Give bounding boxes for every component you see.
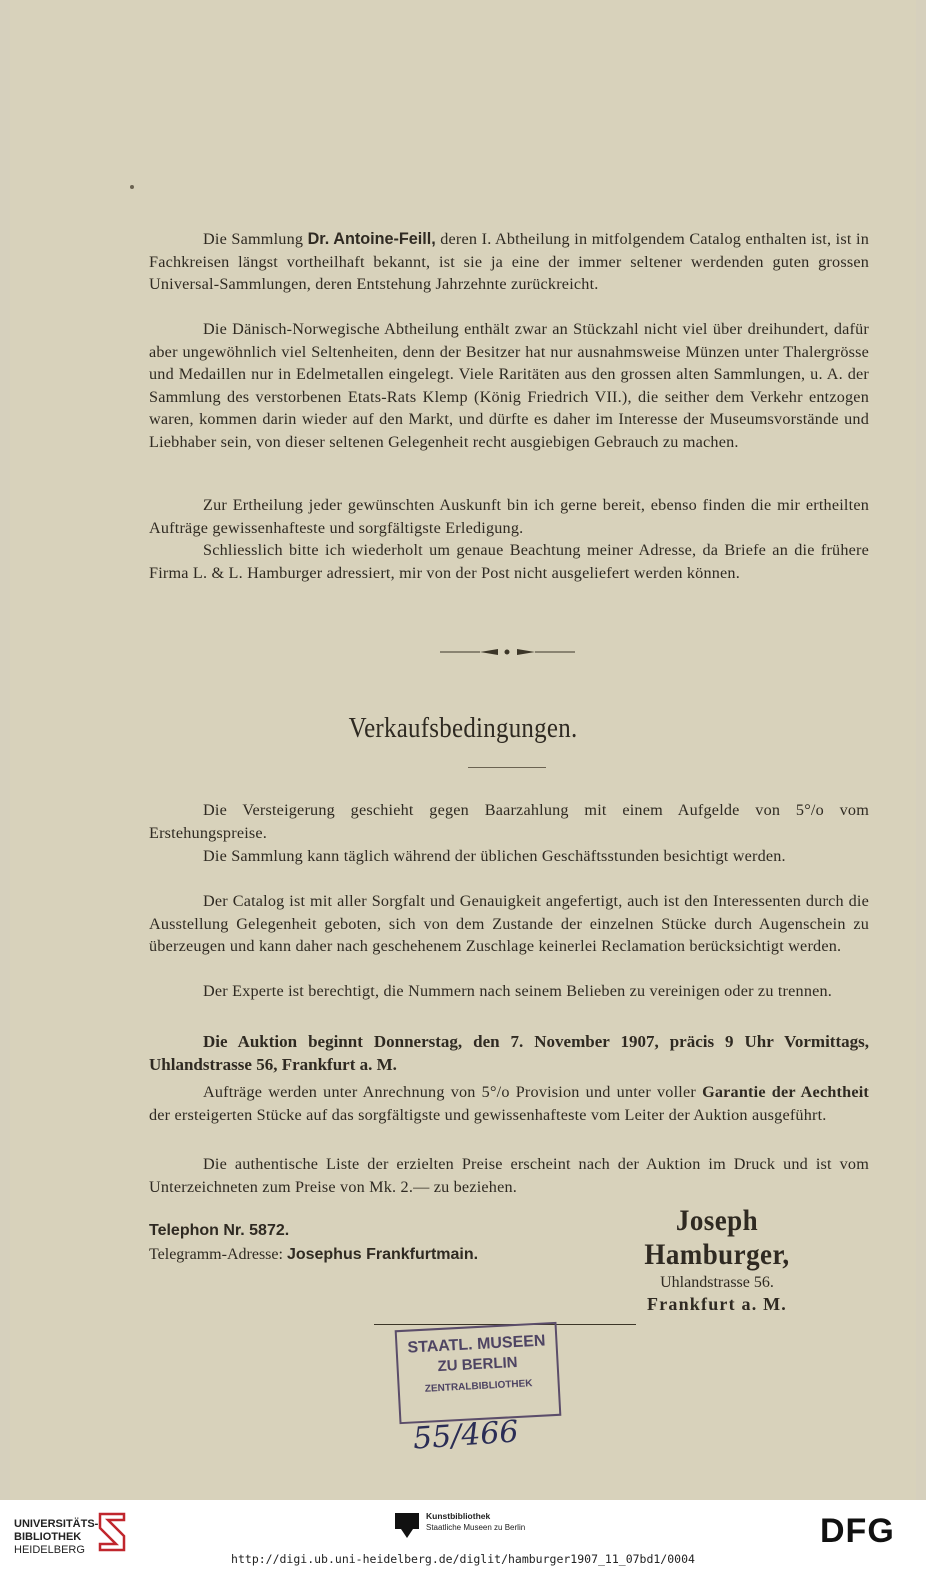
heading-rule [468,767,546,768]
paper-speck [130,185,134,189]
intro-paragraph-4: Schliesslich bitte ich wiederholt um genaue Beachtung meiner Adresse, da Briefe an die frühere Firma L. & L. Hamburger adressiert, mir von der Post nicht ausgeliefert werden können. [149,541,869,582]
kunstbibliothek-logo-icon [395,1511,419,1539]
condition-paragraph-5: Aufträge werden unter Anrechnung von 5°/o Provision und unter voller Garantie der Aechtheit der ersteigerten Stücke auf das sorgfältigste und gewissenhafteste vom Leiter der Auktion ausgeführt. [149,1083,869,1124]
intro-paragraph-2: Die Dänisch-Norwegische Abtheilung enthält zwar an Stückzahl nicht viel über dreihundert, dafür aber ungewöhnlich viel Seltenheiten, denn der Besitzer hat nur ausnahmsweise Münzen unter Thalergrösse und Medaillen nur in Edelmetallen eingelegt. Viele Raritäten aus den grossen alten Sammlungen, u. A. der Sammlung des verstorbenen Etats-Rats Klemp (König Friedrich VII.), die seither dem Verkehr entzogen waren, kommen darin wieder auf den Markt, und dürfte es daher im Interesse der Museumsvorstände und Liebhaber sein, von dieser seltenen Gelegenheit recht ausgiebigen Gebrauch zu machen. [149,320,869,451]
university-logo-icon [96,1510,128,1554]
firm-name: Joseph Hamburger, [644,1204,790,1271]
condition-paragraph-6: Die authentische Liste der erzielten Preise erscheint nach der Auktion im Druck und ist vom Unterzeichneten zum Preise von Mk. 2.— zu beziehen. [149,1155,869,1196]
kunstbibliothek-label: Kunstbibliothek Staatliche Museen zu Berlin [426,1511,526,1532]
telephone: Telephon Nr. 5872. [149,1222,290,1239]
section-heading: Verkaufsbedingungen. [348,712,578,744]
guarantee-phrase: Garantie der Aechtheit [702,1083,869,1101]
contact-details [149,1219,478,1267]
auction-announcement: Die Auktion beginnt Donnerstag, den 7. November 1907, präcis 9 Uhr Vormittags, Uhlandstrasse 56, Frankfurt a. M. [149,1032,869,1074]
university-library-name: UNIVERSITÄTS- BIBLIOTHEK HEIDELBERG [14,1518,99,1556]
street-address: Uhlandstrasse 56. [660,1274,774,1291]
condition-paragraph-4: Der Experte ist berechtigt, die Nummern nach seinem Belieben zu vereinigen oder zu trennen. [203,982,833,1000]
shelf-mark: 55/466 [411,1414,520,1457]
intro-paragraph-1: Die Sammlung Dr. Antoine-Feill, deren I. Abtheilung in mitfolgendem Catalog enthalten ist, ist in Fachkreisen längst vortheilhaft bekannt, ist sie ja eine der immer seltener werdenden guten grossen Universal-Sammlungen, deren Entstehung Jahrzehnte zurückreicht. [149,230,869,294]
condition-paragraph-3: Der Catalog ist mit aller Sorgfalt und Genauigkeit angefertigt, auch ist den Interessenten durch die Ausstellung Gelegenheit geboten, sich von dem Zustande der einzelnen Stücke durch Augenschein zu überzeugen und kann daher nach geschehenem Zuschlage keinerlei Reclamation berücksichtigt werden. [149,892,869,956]
footer-bar [0,1500,926,1571]
collector-name: Dr. Antoine-Feill, [307,230,436,248]
divider-ornament [440,645,575,659]
signature-block [592,1204,842,1315]
telegram-address: Telegramm-Adresse: Josephus Frankfurtmain. [149,1246,479,1263]
condition-paragraph-2: Die Sammlung kann täglich während der üblichen Geschäftsstunden besichtigt werden. [203,847,786,865]
document-url-link[interactable]: http://digi.ub.uni-heidelberg.de/diglit/hamburger1907_11_07bd1/0004 [231,1552,695,1566]
dfg-logo: DFG [820,1512,895,1550]
city: Frankfurt a. M. [647,1294,787,1314]
intro-paragraph-3: Zur Ertheilung jeder gewünschten Auskunft bin ich gerne bereit, ebenso finden die mir ertheilten Aufträge gewissenhafteste und sorgfältigste Erledigung. [149,496,869,537]
library-stamp: STAATL. MUSEEN ZU BERLIN ZENTRALBIBLIOTHEK [395,1322,562,1424]
condition-paragraph-1: Die Versteigerung geschieht gegen Baarzahlung mit einem Aufgelde von 5°/o vom Erstehungspreise. [149,801,869,842]
